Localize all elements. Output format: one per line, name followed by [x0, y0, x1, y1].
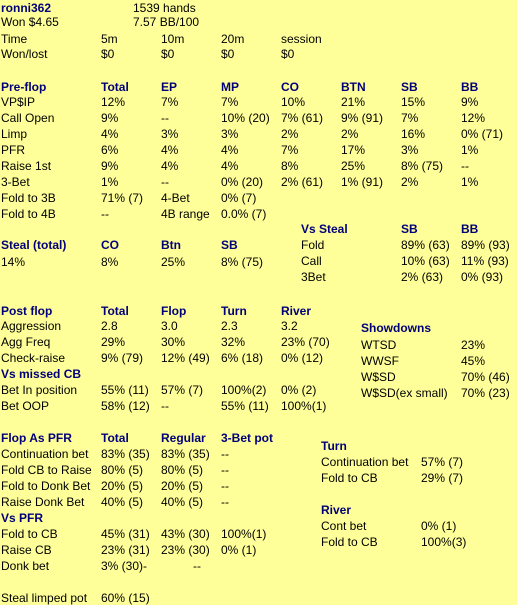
fold-to-4bet-cell: 0.0% (7) [221, 207, 267, 221]
time-row-cell: 10m [161, 32, 185, 46]
showdown-cell: 70% (23) [461, 386, 510, 400]
flop-pfr-cell: -- [221, 479, 229, 493]
preflop-cell: 4% [221, 143, 239, 157]
steal-cell: 14% [1, 255, 26, 269]
preflop-cell: 15% [401, 95, 426, 109]
vs-steal-cell: Call [301, 254, 322, 268]
vs-pfr-cell: Raise CB [1, 543, 52, 557]
vs-pfr-cell: Fold to CB [1, 527, 58, 541]
steal-cell: 8% [101, 255, 119, 269]
vs-steal-cell: 89% (63) [401, 238, 450, 252]
missed-cb-cell: -- [161, 399, 169, 413]
showdown-cell: 70% (46) [461, 370, 510, 384]
preflop-cell: 25% [341, 159, 366, 173]
postflop-cell: 2.8 [101, 319, 118, 333]
preflop-header: BB [461, 80, 479, 94]
preflop-cell: 9% [461, 95, 479, 109]
preflop-cell: 4% [101, 127, 119, 141]
preflop-cell: -- [161, 175, 169, 189]
river-cell: Fold to CB [321, 535, 378, 549]
vs-steal-cell: 0% (93) [461, 270, 504, 284]
preflop-cell: 4% [161, 143, 179, 157]
showdowns-title: Showdowns [361, 321, 431, 335]
wonlost-row-cell: $0 [161, 47, 175, 61]
postflop-cell: 30% [161, 335, 186, 349]
showdown-cell: WWSF [361, 354, 399, 368]
river-cell: 0% (1) [421, 519, 457, 533]
vs-steal-header: BB [461, 222, 479, 236]
preflop-cell: 2% [281, 127, 299, 141]
fold-to-3bet-cell: 0% (7) [221, 191, 257, 205]
postflop-cell: Agg Freq [1, 335, 51, 349]
time-row-cell: session [281, 32, 322, 46]
preflop-cell: 16% [401, 127, 426, 141]
time-row-cell: Time [1, 32, 28, 46]
wonlost-row-cell: $0 [221, 47, 235, 61]
missed-cb-cell: 55% (11) [221, 399, 269, 413]
turn-cell: Continuation bet [321, 455, 409, 469]
missed-cb-cell: 100%(1) [281, 399, 327, 413]
vs-pfr-cell: 43% (30) [161, 527, 210, 541]
postflop-cell: 9% (79) [101, 351, 144, 365]
river-cell: Cont bet [321, 519, 367, 533]
postflop-cell: 2.3 [221, 319, 238, 333]
preflop-cell: 7% [221, 95, 239, 109]
turn-cell: 29% (7) [421, 471, 464, 485]
preflop-cell: 0% (20) [221, 175, 264, 189]
preflop-header: MP [221, 80, 239, 94]
hands-count: 1539 hands [133, 1, 196, 15]
flop-pfr-cell: -- [221, 495, 229, 509]
preflop-cell: 4% [221, 159, 239, 173]
vs-pfr-cell: 100%(1) [221, 527, 267, 541]
postflop-cell: 12% (49) [161, 351, 210, 365]
missed-cb-cell: Bet In position [1, 383, 78, 397]
turn-cell: Fold to CB [321, 471, 378, 485]
river-cell: 100%(3) [421, 535, 467, 549]
preflop-cell: 3% [401, 143, 419, 157]
preflop-cell: 10% [281, 95, 306, 109]
flop-pfr-cell: Fold CB to Raise [1, 463, 92, 477]
steal-cell: 25% [161, 255, 186, 269]
preflop-cell: 2% (61) [281, 175, 324, 189]
flop-pfr-cell: 20% (5) [101, 479, 144, 493]
preflop-cell: -- [461, 159, 469, 173]
vs-steal-cell: 2% (63) [401, 270, 444, 284]
won-amount: Won $4.65 [1, 15, 59, 29]
time-row-cell: 20m [221, 32, 245, 46]
postflop-cell: Aggression [1, 319, 62, 333]
postflop-cell: 0% (12) [281, 351, 324, 365]
preflop-cell: Raise 1st [1, 159, 52, 173]
showdown-cell: 23% [461, 338, 486, 352]
preflop-cell: 3-Bet [1, 175, 30, 189]
flop-pfr-header: 3-Bet pot [221, 431, 273, 445]
steal-limped-value: 60% (15) [101, 591, 150, 605]
flop-pfr-cell: Raise Donk Bet [1, 495, 85, 509]
vs-pfr-cell: 23% (30) [161, 543, 210, 557]
flop-pfr-cell: -- [221, 463, 229, 477]
preflop-cell: 1% [461, 143, 479, 157]
preflop-cell: 1% [461, 175, 479, 189]
fold-to-3bet-cell: 71% (7) [101, 191, 144, 205]
flop-pfr-cell: 80% (5) [161, 463, 204, 477]
preflop-cell: -- [161, 111, 169, 125]
preflop-cell: 7% [281, 143, 299, 157]
preflop-cell: 12% [101, 95, 126, 109]
fold-to-3bet-cell: 4-Bet [161, 191, 190, 205]
preflop-cell: 8% (75) [401, 159, 444, 173]
vs-pfr-cell: 3% (30)- [101, 559, 148, 573]
preflop-cell: 2% [341, 127, 359, 141]
flop-pfr-cell: 83% (35) [161, 447, 210, 461]
steal-header: Steal (total) [1, 238, 67, 252]
preflop-cell: 9% [101, 111, 119, 125]
preflop-header: Pre-flop [1, 80, 47, 94]
flop-pfr-header: Flop As PFR [1, 431, 72, 445]
preflop-cell: 2% [401, 175, 419, 189]
preflop-cell: 10% (20) [221, 111, 270, 125]
showdown-cell: W$SD [361, 370, 396, 384]
preflop-cell: Call Open [1, 111, 55, 125]
preflop-cell: VP$IP [1, 95, 36, 109]
flop-pfr-header: Total [101, 431, 129, 445]
vs-steal-cell: 3Bet [301, 270, 326, 284]
vs-pfr-cell: 45% (31) [101, 527, 150, 541]
postflop-header: River [281, 304, 312, 318]
preflop-cell: Limp [1, 127, 28, 141]
fold-to-4bet-cell: -- [101, 207, 109, 221]
vs-missed-cb-title: Vs missed CB [1, 367, 82, 381]
preflop-cell: 9% [101, 159, 119, 173]
postflop-cell: 32% [221, 335, 246, 349]
missed-cb-cell: 100%(2) [221, 383, 267, 397]
showdown-cell: WTSD [361, 338, 397, 352]
preflop-header: EP [161, 80, 178, 94]
steal-header: CO [101, 238, 119, 252]
preflop-cell: 7% (61) [281, 111, 324, 125]
vs-steal-cell: 89% (93) [461, 238, 510, 252]
wonlost-row-cell: $0 [101, 47, 115, 61]
steal-limped-label: Steal limped pot [1, 591, 88, 605]
vs-pfr-cell: 23% (31) [101, 543, 150, 557]
preflop-cell: 7% [401, 111, 419, 125]
preflop-cell: 0% (71) [461, 127, 504, 141]
time-row-cell: 5m [101, 32, 118, 46]
vs-steal-cell: Fold [301, 238, 325, 252]
missed-cb-cell: 55% (11) [101, 383, 149, 397]
flop-pfr-cell: -- [221, 447, 229, 461]
flop-pfr-cell: 80% (5) [101, 463, 144, 477]
preflop-header: Total [101, 80, 129, 94]
preflop-cell: 9% (91) [341, 111, 384, 125]
preflop-cell: 3% [221, 127, 239, 141]
flop-pfr-header: Regular [161, 431, 206, 445]
vs-steal-header: SB [401, 222, 418, 236]
vs-pfr-title: Vs PFR [1, 511, 44, 525]
postflop-cell: 3.2 [281, 319, 298, 333]
preflop-cell: 4% [161, 159, 179, 173]
vs-steal-cell: 11% (93) [461, 254, 509, 268]
preflop-cell: 17% [341, 143, 366, 157]
preflop-cell: 8% [281, 159, 299, 173]
flop-pfr-cell: Continuation bet [1, 447, 89, 461]
preflop-cell: 6% [101, 143, 119, 157]
steal-cell: 8% (75) [221, 255, 264, 269]
fold-to-3bet-cell: Fold to 3B [1, 191, 56, 205]
wonlost-row-cell: Won/lost [1, 47, 48, 61]
flop-pfr-cell: 83% (35) [101, 447, 150, 461]
vs-steal-cell: 10% (63) [401, 254, 450, 268]
preflop-cell: 21% [341, 95, 366, 109]
postflop-header: Total [101, 304, 129, 318]
flop-pfr-cell: Fold to Donk Bet [1, 479, 91, 493]
vs-steal-header: Vs Steal [301, 222, 348, 236]
vs-pfr-cell: Donk bet [1, 559, 50, 573]
postflop-cell: 3.0 [161, 319, 178, 333]
preflop-header: CO [281, 80, 299, 94]
steal-header: Btn [161, 238, 181, 252]
turn-title: Turn [321, 439, 347, 453]
steal-header: SB [221, 238, 238, 252]
preflop-cell: 1% [101, 175, 119, 189]
postflop-cell: Check-raise [1, 351, 66, 365]
flop-pfr-cell: 40% (5) [101, 495, 144, 509]
turn-cell: 57% (7) [421, 455, 464, 469]
postflop-cell: 6% (18) [221, 351, 264, 365]
wonlost-row-cell: $0 [281, 47, 295, 61]
missed-cb-cell: 57% (7) [161, 383, 204, 397]
missed-cb-cell: 0% (2) [281, 383, 317, 397]
vs-pfr-cell: 0% (1) [221, 543, 257, 557]
showdown-cell: W$SD(ex small) [361, 386, 448, 400]
preflop-cell: 7% [161, 95, 179, 109]
preflop-cell: 3% [161, 127, 179, 141]
fold-to-4bet-cell: 4B range [161, 207, 210, 221]
preflop-header: SB [401, 80, 418, 94]
postflop-header: Flop [161, 304, 187, 318]
preflop-cell: 12% [461, 111, 486, 125]
postflop-cell: 23% (70) [281, 335, 330, 349]
postflop-cell: 29% [101, 335, 126, 349]
preflop-cell: 1% (91) [341, 175, 384, 189]
preflop-cell: PFR [1, 143, 25, 157]
missed-cb-cell: 58% (12) [101, 399, 150, 413]
bb-per-100: 7.57 BB/100 [133, 15, 200, 29]
showdown-cell: 45% [461, 354, 486, 368]
missed-cb-cell: Bet OOP [1, 399, 50, 413]
postflop-header: Post flop [1, 304, 53, 318]
flop-pfr-cell: 40% (5) [161, 495, 204, 509]
postflop-header: Turn [221, 304, 247, 318]
vs-pfr-cell: -- [193, 559, 201, 573]
river-title: River [321, 503, 352, 517]
player-name: ronni362 [1, 1, 52, 15]
preflop-header: BTN [341, 80, 366, 94]
flop-pfr-cell: 20% (5) [161, 479, 204, 493]
fold-to-4bet-cell: Fold to 4B [1, 207, 56, 221]
